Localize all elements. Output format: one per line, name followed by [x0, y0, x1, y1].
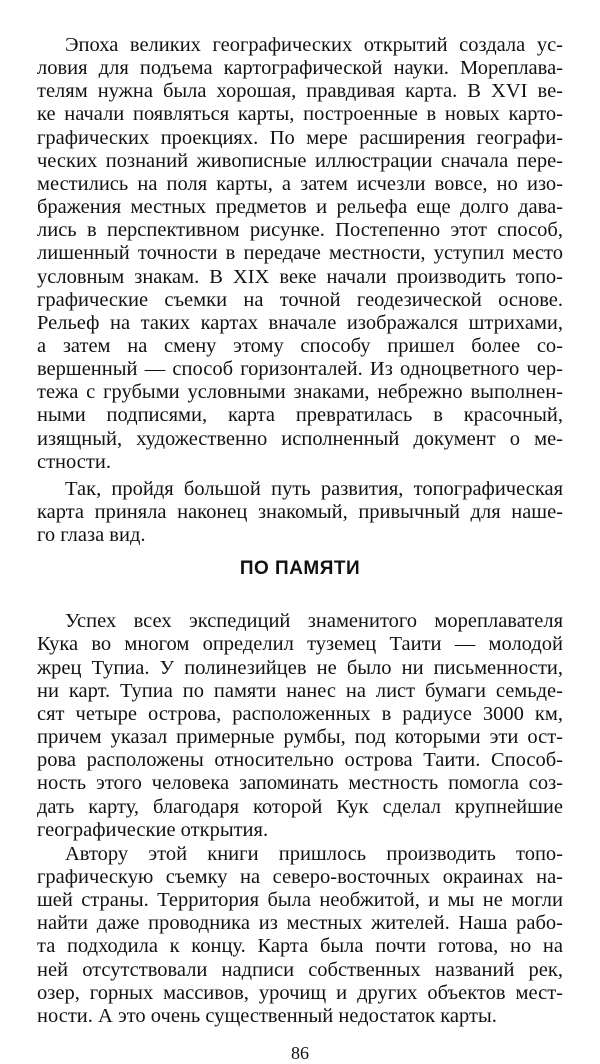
text-line: ности. А это очень существенный недостаток карты. [37, 1004, 497, 1027]
text-line: изящный, художественно исполненный документ о ме- [37, 427, 563, 450]
text-line: Рельеф на таких картах вначале изображался штрихами, [37, 311, 563, 334]
text-line: графические съемки на точной геодезической основе. [37, 288, 563, 311]
text-line: лись в перспективном рисунке. Постепенно этот способ, [37, 219, 563, 242]
text-line: сят четыре острова, расположенных в радиусе 3000 км, [37, 702, 563, 725]
text-line: го глаза вид. [37, 524, 146, 547]
section-heading: ПО ПАМЯТИ [239, 558, 361, 580]
text-line: Кука во многом определил туземец Таити — молодой [37, 633, 563, 656]
text-line: ческих познаний живописные иллюстрации сначала пере- [37, 149, 563, 172]
text-line: ловия для подъема картографической науки. Мореплава- [37, 57, 563, 80]
text-line: тежа с грубыми условными знаками, небрежно выполнен- [37, 381, 563, 404]
text-line: причем указал примерные румбы, под которыми эти ост- [37, 726, 563, 749]
text-line: жрец Тупиа. У полинезийцев не было ни письменности, [37, 656, 563, 679]
text-line: ней отсутствовали надписи собственных названий рек, [37, 958, 563, 981]
text-line: ни карт. Тупиа по памяти нанес на лист бумаги семьде- [37, 679, 563, 702]
text-line: графическую съемку на северо-восточных окраинах на- [37, 865, 563, 888]
text-line: найти даже проводника из местных жителей. Наша рабо- [37, 912, 563, 935]
text-line: стности. [37, 450, 111, 473]
text-line: та подходила к концу. Карта была почти готова, но на [37, 935, 563, 958]
text-line: озер, горных массивов, урочищ и других объектов мест- [37, 981, 563, 1004]
text-line: графических проекциях. По мере расширения географи- [37, 126, 563, 149]
text-line: вершенный — способ горизонталей. Из одноцветного чер- [37, 358, 563, 381]
text-line: Эпоха великих географических открытий создала ус- [65, 34, 563, 56]
text-line: географические открытия. [37, 818, 269, 841]
text-line: шей страны. Территория была необжитой, и мы не могли [37, 889, 563, 912]
text-line: бражения местных предметов и рельефа еще долго дава- [37, 196, 563, 219]
text-line: Автору этой книги пришлось производить топо- [65, 842, 563, 865]
text-line: карта приняла наконец знакомый, привычный для наше- [37, 501, 563, 523]
text-line: местились на поля карты, а затем исчезли вовсе, но изо- [37, 172, 563, 195]
text-line: рова расположены относительно острова Таити. Способ- [37, 749, 563, 772]
text-line: а затем на смену этому способу пришел более со- [37, 334, 563, 357]
text-line: лишенный точности в передаче местности, уступил место [37, 242, 563, 265]
text-line: условным знакам. В XIX веке начали производить топо- [37, 265, 563, 288]
text-line: дать карту, благодаря которой Кук сделал крупнейшие [37, 795, 563, 818]
text-line: ными подписями, карта превратилась в красочный, [37, 404, 563, 427]
text-line: ность этого человека запоминать местность помогла соз- [37, 772, 563, 795]
page-number: 86 [291, 1043, 309, 1063]
text-line: Успех всех экспедиций знаменитого мореплавателя [65, 610, 563, 633]
text-line: телям нужна была хорошая, правдивая карта. В XVI ве- [37, 80, 563, 103]
text-line: ке начали появляться карты, построенные в новых карто- [37, 103, 563, 126]
text-line: Так, пройдя большой путь развития, топографическая [65, 477, 563, 500]
